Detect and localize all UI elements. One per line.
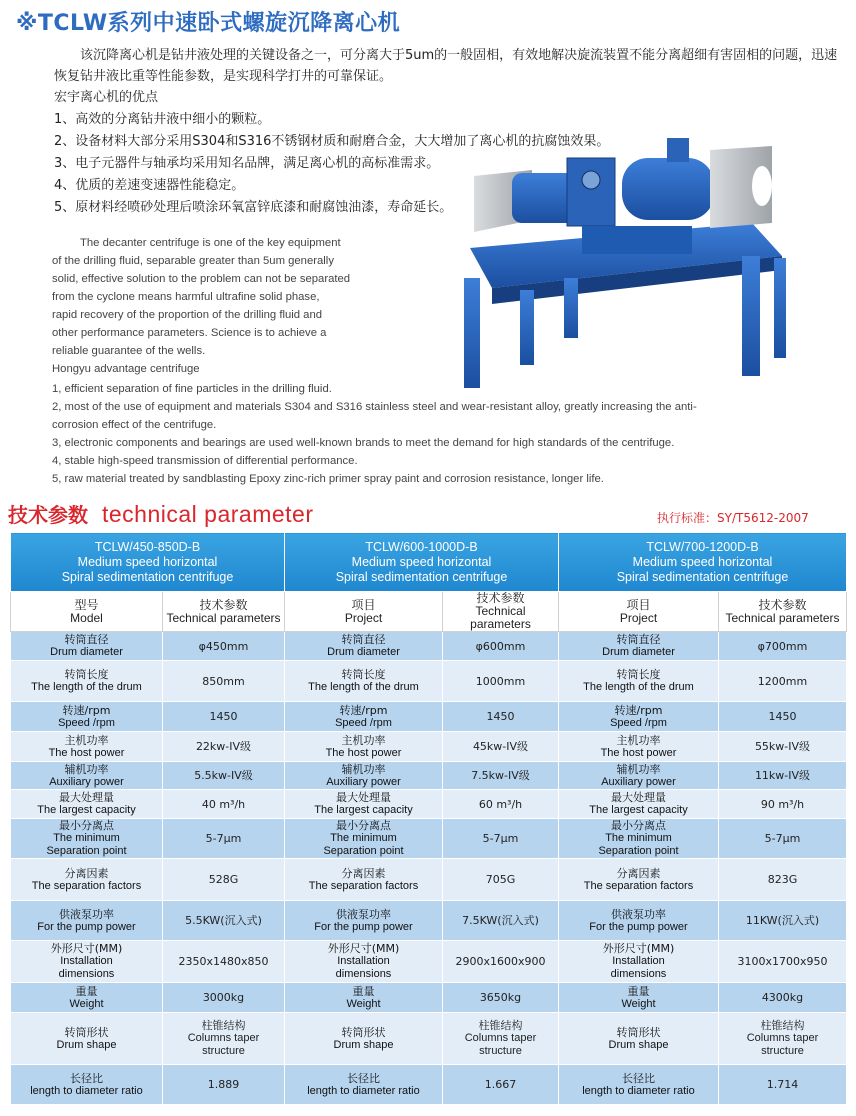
model-header: TCLW/450-850D-B Medium speed horizontal Spiral sedimentation centrifuge	[11, 533, 285, 592]
param-label: 转筒直径 Drum diameter	[285, 632, 443, 661]
param-label: 供液泵功率 For the pump power	[11, 901, 163, 941]
table-row	[11, 661, 847, 702]
param-value: φ450mm	[163, 632, 285, 661]
param-label: 分离因素 The separation factors	[559, 859, 719, 901]
english-advantage-item: 3, electronic components and bearings are used well-known brands to meet the demand for high standards of the centrifuge.	[52, 437, 675, 449]
param-value: 1.889	[163, 1065, 285, 1105]
model-header: TCLW/700-1200D-B Medium speed horizontal Spiral sedimentation centrifuge	[559, 533, 847, 592]
param-value: 22kw-IV级	[163, 732, 285, 762]
param-value: φ700mm	[719, 632, 847, 661]
param-label: 辅机功率 Auxiliary power	[285, 762, 443, 790]
param-label: 转筒直径 Drum diameter	[11, 632, 163, 661]
param-label: 主机功率 The host power	[559, 732, 719, 762]
param-label: 分离因素 The separation factors	[11, 859, 163, 901]
param-label: 最大处理量 The largest capacity	[285, 790, 443, 819]
param-value: 60 m³/h	[443, 790, 559, 819]
param-value: 823G	[719, 859, 847, 901]
model-header-row	[11, 533, 847, 592]
param-value: φ600mm	[443, 632, 559, 661]
english-intro-line: other performance parameters. Science is to achieve a	[52, 327, 327, 339]
table-row	[11, 790, 847, 819]
param-label: 外形尺寸(MM) Installation dimensions	[11, 941, 163, 983]
param-label: 转筒直径 Drum diameter	[559, 632, 719, 661]
param-label: 最小分离点 The minimum Separation point	[11, 819, 163, 859]
param-label: 外形尺寸(MM) Installation dimensions	[285, 941, 443, 983]
param-label: 辅机功率 Auxiliary power	[559, 762, 719, 790]
param-label: 重量 Weight	[285, 983, 443, 1013]
section-heading-cn: 技术参数	[8, 503, 88, 527]
param-label: 辅机功率 Auxiliary power	[11, 762, 163, 790]
spec-table	[10, 532, 847, 1105]
param-value: 柱锥结构 Columns taper structure	[163, 1013, 285, 1065]
model-header: TCLW/600-1000D-B Medium speed horizontal Spiral sedimentation centrifuge	[285, 533, 559, 592]
english-advantage-item: 5, raw material treated by sandblasting Epoxy zinc-rich primer spray paint and corrosion resistance, longer life.	[52, 473, 604, 485]
column-header: 项目 Project	[285, 592, 443, 632]
param-label: 最大处理量 The largest capacity	[11, 790, 163, 819]
page-title: ※TCLW系列中速卧式螺旋沉降离心机	[16, 11, 401, 36]
param-label: 重量 Weight	[559, 983, 719, 1013]
param-label: 最小分离点 The minimum Separation point	[285, 819, 443, 859]
param-value: 柱锥结构 Columns taper structure	[719, 1013, 847, 1065]
param-value: 1200mm	[719, 661, 847, 702]
table-row	[11, 983, 847, 1013]
param-value: 2350x1480x850	[163, 941, 285, 983]
param-label: 主机功率 The host power	[285, 732, 443, 762]
param-label: 转筒形状 Drum shape	[559, 1013, 719, 1065]
advantage-item: 3、电子元器件与轴承均采用知名品牌，满足离心机的高标准需求。	[54, 156, 440, 171]
english-advantage-item: 1, efficient separation of fine particles in the drilling fluid.	[52, 383, 332, 395]
advantage-item: 4、优质的差速变速器性能稳定。	[54, 178, 245, 193]
param-label: 最小分离点 The minimum Separation point	[559, 819, 719, 859]
param-value: 705G	[443, 859, 559, 901]
section-heading	[8, 499, 314, 528]
param-value: 5-7μm	[163, 819, 285, 859]
param-label: 外形尺寸(MM) Installation dimensions	[559, 941, 719, 983]
param-value: 11KW(沉入式)	[719, 901, 847, 941]
param-value: 5.5kw-IV级	[163, 762, 285, 790]
english-intro-line: rapid recovery of the proportion of the drilling fluid and	[52, 309, 323, 321]
english-intro	[52, 234, 392, 378]
param-label: 长径比 length to diameter ratio	[285, 1065, 443, 1105]
chinese-intro: 该沉降离心机是钻井液处理的关键设备之一，可分离大于5um的一般固相，有效地解决旋流装置不能分离超细有害固相的问题，迅速恢复钻井液比重等性能参数，是实现科学打井的可靠保证。	[54, 48, 838, 84]
param-label: 主机功率 The host power	[11, 732, 163, 762]
column-header: 型号 Model	[11, 592, 163, 632]
param-value: 3000kg	[163, 983, 285, 1013]
advantages-heading: 宏宇离心机的优点	[54, 90, 159, 105]
param-label: 转速/rpm Speed /rpm	[285, 702, 443, 732]
table-row	[11, 859, 847, 901]
param-label: 重量 Weight	[11, 983, 163, 1013]
param-value: 40 m³/h	[163, 790, 285, 819]
param-label: 最大处理量 The largest capacity	[559, 790, 719, 819]
english-advantage-item: 4, stable high-speed transmission of differential performance.	[52, 455, 358, 467]
param-value: 7.5kw-IV级	[443, 762, 559, 790]
param-value: 1450	[443, 702, 559, 732]
column-header: 项目 Project	[559, 592, 719, 632]
column-header: 技术参数 Technical parameters	[719, 592, 847, 632]
table-row	[11, 732, 847, 762]
table-row	[11, 941, 847, 983]
param-value: 11kw-IV级	[719, 762, 847, 790]
param-value: 850mm	[163, 661, 285, 702]
param-value: 5-7μm	[719, 819, 847, 859]
table-row	[11, 702, 847, 732]
param-label: 长径比 length to diameter ratio	[559, 1065, 719, 1105]
centrifuge-machine-image	[452, 128, 788, 390]
english-intro-line: of the drilling fluid, separable greater than 5um generally	[52, 255, 334, 267]
section-heading-en: technical parameter	[102, 501, 314, 527]
english-intro-line: from the cyclone means harmful ultrafine solid phase,	[52, 291, 320, 303]
param-value: 1.714	[719, 1065, 847, 1105]
table-row	[11, 901, 847, 941]
param-label: 供液泵功率 For the pump power	[559, 901, 719, 941]
param-value: 45kw-IV级	[443, 732, 559, 762]
standard-label: 执行标准：SY/T5612-2007	[657, 511, 809, 525]
param-label: 供液泵功率 For the pump power	[285, 901, 443, 941]
english-intro-line: Hongyu advantage centrifuge	[52, 363, 200, 375]
table-row	[11, 1065, 847, 1105]
param-value: 1.667	[443, 1065, 559, 1105]
english-intro-line: The decanter centrifuge is one of the key equipment	[80, 237, 341, 249]
column-header: 技术参数 Technical parameters	[163, 592, 285, 632]
param-value: 5-7μm	[443, 819, 559, 859]
param-value: 7.5KW(沉入式)	[443, 901, 559, 941]
table-row	[11, 632, 847, 661]
column-header: 技术参数 Technical parameters	[443, 592, 559, 632]
english-advantage-item: corrosion effect of the centrifuge.	[52, 419, 217, 431]
param-label: 转速/rpm Speed /rpm	[559, 702, 719, 732]
param-label: 转筒长度 The length of the drum	[559, 661, 719, 702]
param-label: 转筒形状 Drum shape	[285, 1013, 443, 1065]
param-label: 分离因素 The separation factors	[285, 859, 443, 901]
param-value: 3100x1700x950	[719, 941, 847, 983]
param-label: 转筒长度 The length of the drum	[285, 661, 443, 702]
column-header-row	[11, 592, 847, 632]
table-row	[11, 762, 847, 790]
param-value: 90 m³/h	[719, 790, 847, 819]
english-advantage-item: 2, most of the use of equipment and materials S304 and S316 stainless steel and wear-resistant alloy, greatly increasing the anti-	[52, 401, 697, 413]
english-intro-line: solid, effective solution to the problem can not be separated	[52, 273, 351, 285]
param-value: 5.5KW(沉入式)	[163, 901, 285, 941]
advantage-item: 1、高效的分离钻井液中细小的颗粒。	[54, 112, 271, 127]
param-value: 4300kg	[719, 983, 847, 1013]
param-value: 528G	[163, 859, 285, 901]
param-label: 转速/rpm Speed /rpm	[11, 702, 163, 732]
table-row	[11, 819, 847, 859]
param-value: 55kw-IV级	[719, 732, 847, 762]
param-label: 长径比 length to diameter ratio	[11, 1065, 163, 1105]
param-label: 转筒长度 The length of the drum	[11, 661, 163, 702]
english-intro-line: reliable guarantee of the wells.	[52, 345, 206, 357]
param-value: 2900x1600x900	[443, 941, 559, 983]
table-row	[11, 1013, 847, 1065]
param-value: 1000mm	[443, 661, 559, 702]
english-advantages	[52, 380, 842, 488]
advantage-item: 2、设备材料大部分采用S304和S316不锈钢材质和耐磨合金，大大增加了离心机的抗腐蚀效果。	[54, 134, 610, 149]
param-value: 3650kg	[443, 983, 559, 1013]
param-value: 1450	[163, 702, 285, 732]
advantage-item: 5、原材料经喷砂处理后喷涂环氧富锌底漆和耐腐蚀油漆，寿命延长。	[54, 200, 453, 215]
param-label: 转筒形状 Drum shape	[11, 1013, 163, 1065]
param-value: 1450	[719, 702, 847, 732]
param-value: 柱锥结构 Columns taper structure	[443, 1013, 559, 1065]
